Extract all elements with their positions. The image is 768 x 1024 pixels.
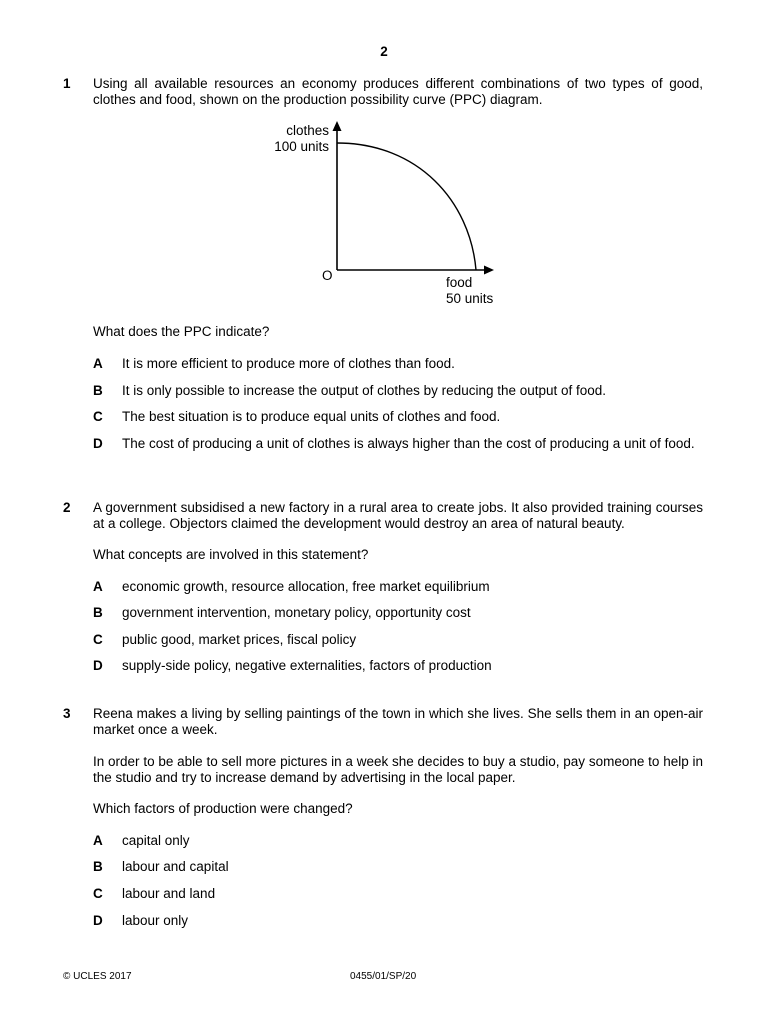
q3-option-c-text: labour and land	[122, 886, 216, 901]
question-2-number: 2	[63, 500, 71, 515]
q2-option-d-letter: D	[93, 658, 103, 673]
footer-copyright: © UCLES 2017	[63, 971, 132, 982]
question-2-text: A government subsidised a new factory in a rural area to create jobs. It also provided training courses at a college. Objectors claimed the development would destroy an area of natural beauty.	[93, 500, 703, 531]
q2-option-c-letter: C	[93, 632, 103, 647]
page-number: 2	[380, 44, 388, 59]
question-3-text: Reena makes a living by selling paintings of the town in which she lives. She sells them in an open-air market once a week.	[93, 706, 703, 737]
footer-paper-code: 0455/01/SP/20	[350, 971, 417, 982]
q3-option-b-letter: B	[93, 859, 103, 874]
x-label-units: 50 units	[446, 291, 494, 306]
question-1-text: Using all available resources an economy produces different combinations of two types of good, clothes and food, shown on the production possibility curve (PPC) diagram.	[93, 76, 703, 107]
question-3-prompt: Which factors of production were changed?	[93, 801, 353, 816]
q3-option-d-text: labour only	[122, 913, 189, 928]
q1-option-d-letter: D	[93, 436, 103, 451]
question-1-number: 1	[63, 76, 71, 91]
q2-option-c-text: public good, market prices, fiscal policy	[122, 632, 357, 647]
q2-option-b-text: government intervention, monetary policy, opportunity cost	[122, 605, 471, 620]
question-1-prompt: What does the PPC indicate?	[93, 324, 270, 339]
y-axis-arrow	[333, 121, 342, 131]
question-3-number: 3	[63, 706, 71, 721]
x-label-food: food	[446, 275, 473, 290]
q1-option-a-letter: A	[93, 356, 103, 371]
q1-option-b-text: It is only possible to increase the output of clothes by reducing the output of food.	[122, 383, 607, 398]
q3-option-a-text: capital only	[122, 833, 190, 848]
q2-option-a-text: economic growth, resource allocation, free market equilibrium	[122, 579, 490, 594]
origin-label: O	[322, 268, 333, 283]
q1-option-d-text: The cost of producing a unit of clothes is always higher than the cost of producing a unit of food.	[122, 436, 695, 451]
q2-option-b-letter: B	[93, 605, 103, 620]
q1-option-c-letter: C	[93, 409, 103, 424]
ppc-diagram	[260, 116, 510, 311]
x-axis-arrow	[484, 266, 494, 275]
q2-option-a-letter: A	[93, 579, 103, 594]
q1-option-a-text: It is more efficient to produce more of clothes than food.	[122, 356, 455, 371]
ppc-curve	[337, 143, 476, 270]
q3-option-b-text: labour and capital	[122, 859, 229, 874]
q1-option-b-letter: B	[93, 383, 103, 398]
q1-option-c-text: The best situation is to produce equal units of clothes and food.	[122, 409, 501, 424]
y-label-units: 100 units	[274, 139, 329, 154]
question-2-prompt: What concepts are involved in this statement?	[93, 547, 369, 562]
q3-option-d-letter: D	[93, 913, 103, 928]
question-3-text-2: In order to be able to sell more pictures in a week she decides to buy a studio, pay someone to help in the studio and try to increase demand by advertising in the local paper.	[93, 754, 703, 785]
q3-option-a-letter: A	[93, 833, 103, 848]
y-label-clothes: clothes	[286, 123, 329, 138]
q2-option-d-text: supply-side policy, negative externalities, factors of production	[122, 658, 492, 673]
q3-option-c-letter: C	[93, 886, 103, 901]
